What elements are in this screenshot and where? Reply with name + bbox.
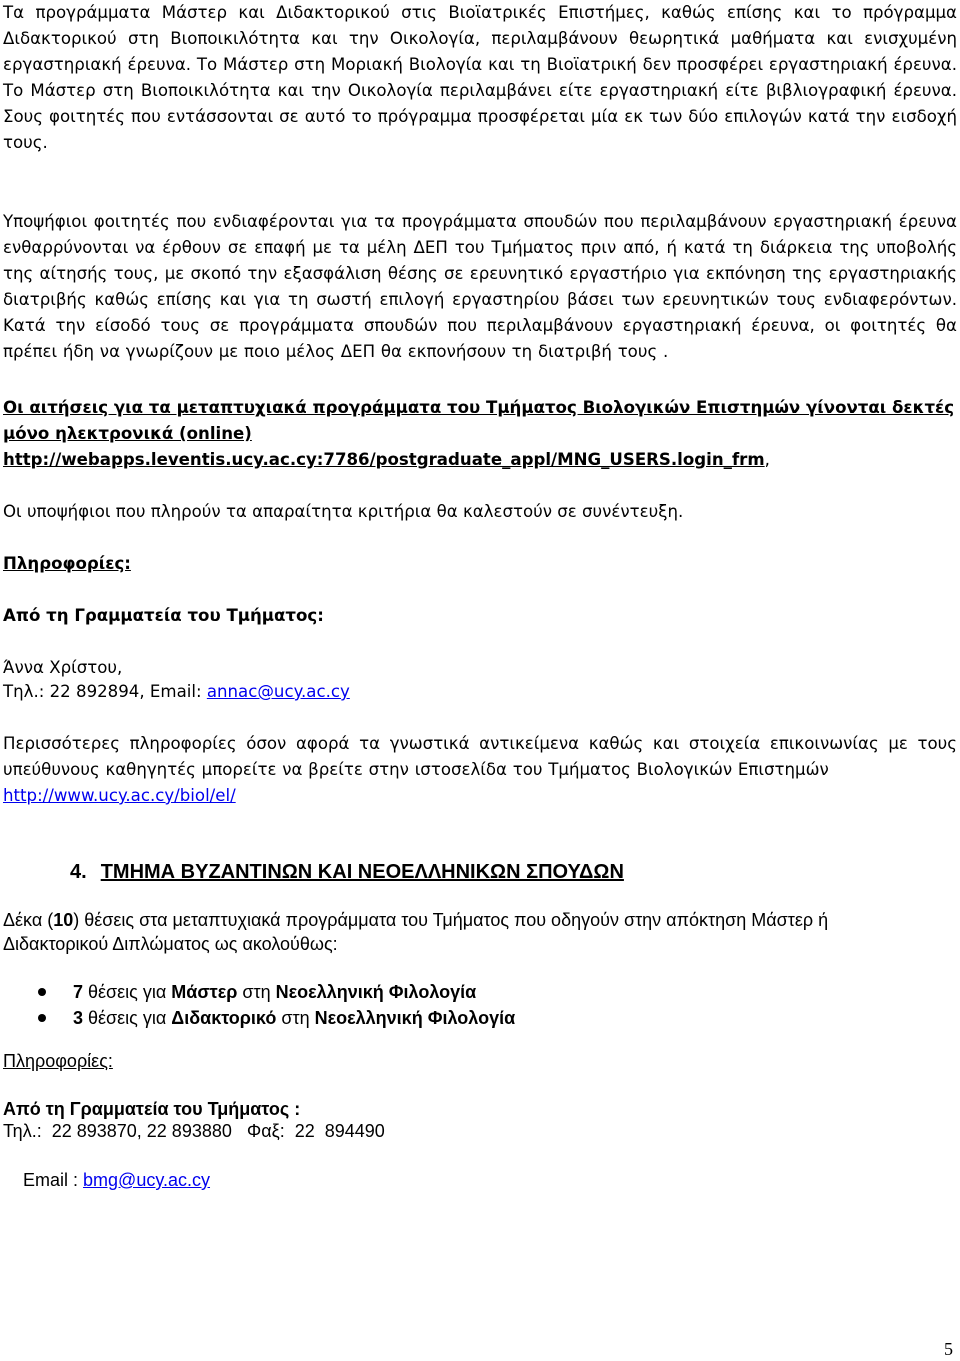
website-line (3, 783, 236, 809)
bullet-icon (38, 988, 46, 996)
section-4-number: 4. (70, 861, 87, 883)
document-page (3, 0, 957, 1361)
applications-url-link[interactable]: http://webapps.leventis.ucy.ac.cy:7786/postgraduate_appl/MNG_USERS.login_frm (3, 450, 765, 469)
degree-name: Μάστερ (171, 982, 238, 1002)
positions-text: θέσεις για (83, 1008, 172, 1028)
phone-fax-line: Τηλ.: 22 893870, 22 893880 Φαξ: 22 894490 (3, 1121, 385, 1141)
field-name: Νεοελληνική Φιλολογία (314, 1008, 516, 1028)
positions-text-mid: στη (237, 982, 276, 1002)
applications-url-line (3, 447, 770, 473)
field-name: Νεοελληνική Φιλολογία (275, 982, 477, 1002)
contact-line (3, 679, 350, 705)
info-label-byz: Πληροφορίες: (3, 1051, 113, 1071)
positions-text: θέσεις για (83, 982, 172, 1002)
applications-line-1: Οι αιτήσεις για τα μεταπτυχιακά προγράμματα του Τμήματος Βιολογικών Επιστημών γίνονται δεκτές (3, 398, 955, 417)
list-item (3, 979, 515, 1005)
applications-url-suffix: , (764, 450, 770, 469)
section-4-heading (70, 858, 624, 886)
list-item (3, 1005, 515, 1031)
bullet-icon (38, 1014, 46, 1022)
secretariat-label-bio: Από τη Γραμματεία του Τμήματος: (3, 606, 324, 625)
section-4-title: ΤΜΗΜΑ ΒΥΖΑΝΤΙΝΩΝ ΚΑΙ ΝΕΟΕΛΛΗΝΙΚΩΝ ΣΠΟΥΔΩΝ (100, 861, 624, 883)
email-line-byz (3, 1141, 210, 1219)
applications-notice-line2 (3, 421, 252, 447)
candidates-paragraph: Υποψήφιοι φοιτητές που ενδιαφέρονται για τα προγράμματα σπουδών που περιλαμβάνουν εργαστηριακή έρευνα ενθαρρύνονται να έρθουν σε επαφή με τα μέλη ΔΕΠ του Τμήματος πριν από, ή κατά τη διάρκεια της υποβολής της αίτησής τους, με σκοπό την εξασφάλιση θέσης σε ερευνητικό εργαστήριο για εκπόνηση της εργαστηριακής διατριβής καθώς επίσης και για τη σωστή επιλογή εργαστηρίου βάσει των ερευνητικών τους ενδιαφερόντων. Κατά την είσοδό τους σε προγράμματα σπουδών που περιλαμβάνουν εργαστηριακή έρευνα, οι φοιτητές θα πρέπει ήδη να γνωρίζουν με ποιο μέλος ΔΕΠ θα εκπονήσουν τη διατριβή τους . (3, 212, 957, 361)
email-link-annac[interactable]: annac@ucy.ac.cy (206, 682, 350, 701)
intro-text-b: ) θέσεις στα μεταπτυχιακά προγράμματα του Τμήματος που οδηγούν στην απόκτηση Μάστερ ή (73, 910, 829, 930)
phone-label: Τηλ.: (3, 682, 45, 701)
section-4-intro-line2: Διδακτορικού Διπλώματος ως ακολούθως: (3, 934, 338, 954)
positions-count: 7 (73, 982, 84, 1002)
positions-list (3, 979, 515, 1031)
positions-count: 3 (73, 1008, 84, 1028)
info-label-bio: Πληροφορίες: (3, 554, 131, 573)
applications-notice (3, 395, 954, 421)
contact-name: Άννα Χρίστου, (3, 658, 123, 677)
email-link-bmg[interactable]: bmg@ucy.ac.cy (83, 1170, 211, 1190)
interview-note: Οι υποψήφιοι που πληρούν τα απαραίτητα κριτήρια θα καλεστούν σε συνέντευξη. (3, 502, 684, 521)
phone-value: 22 892894, (49, 682, 145, 701)
section-4-intro-line1 (3, 907, 828, 933)
more-info-paragraph: Περισσότερες πληροφορίες όσον αφορά τα γνωστικά αντικείμενα καθώς και στοιχεία επικοινωνίας με τους υπεύθυνους καθηγητές μπορείτε να βρείτε στην ιστοσελίδα του Τμήματος Βιολογικών Επιστημών (3, 734, 957, 779)
email-label-byz: Email : (23, 1170, 84, 1190)
secretariat-label-byz: Από τη Γραμματεία του Τμήματος : (3, 1099, 301, 1119)
email-label: Email: (149, 682, 202, 701)
applications-line-2: μόνο ηλεκτρονικά (online) (3, 424, 252, 443)
page-number: 5 (944, 1339, 953, 1359)
website-link-biol[interactable]: http://www.ucy.ac.cy/biol/el/ (3, 786, 236, 805)
intro-paragraph: Τα προγράμματα Μάστερ και Διδακτορικού στις Βιοϊατρικές Επιστήμες, καθώς επίσης και το πρόγραμμα Διδακτορικού στη Βιοποικιλότητα και την Οικολογία, περιλαμβάνουν θεωρητικά μαθήματα και ενισχυμένη εργαστηριακή έρευνα. Το Μάστερ στη Μοριακή Βιολογία και τη Βιοϊατρική δεν προσφέρει εργαστηριακή έρευνα. Το Μάστερ στη Βιοποικιλότητα και την Οικολογία περιλαμβάνει είτε εργαστηριακή είτε βιβλιογραφική έρευνα. Σους φοιτητές που εντάσσονται σε αυτό το πρόγραμμα προσφέρεται μία εκ των δύο επιλογών κατά την εισδοχή τους. (3, 3, 957, 152)
degree-name: Διδακτορικό (171, 1008, 277, 1028)
intro-positions-count: 10 (53, 910, 74, 930)
intro-text-a: Δέκα ( (3, 910, 54, 930)
positions-text-mid: στη (276, 1008, 315, 1028)
